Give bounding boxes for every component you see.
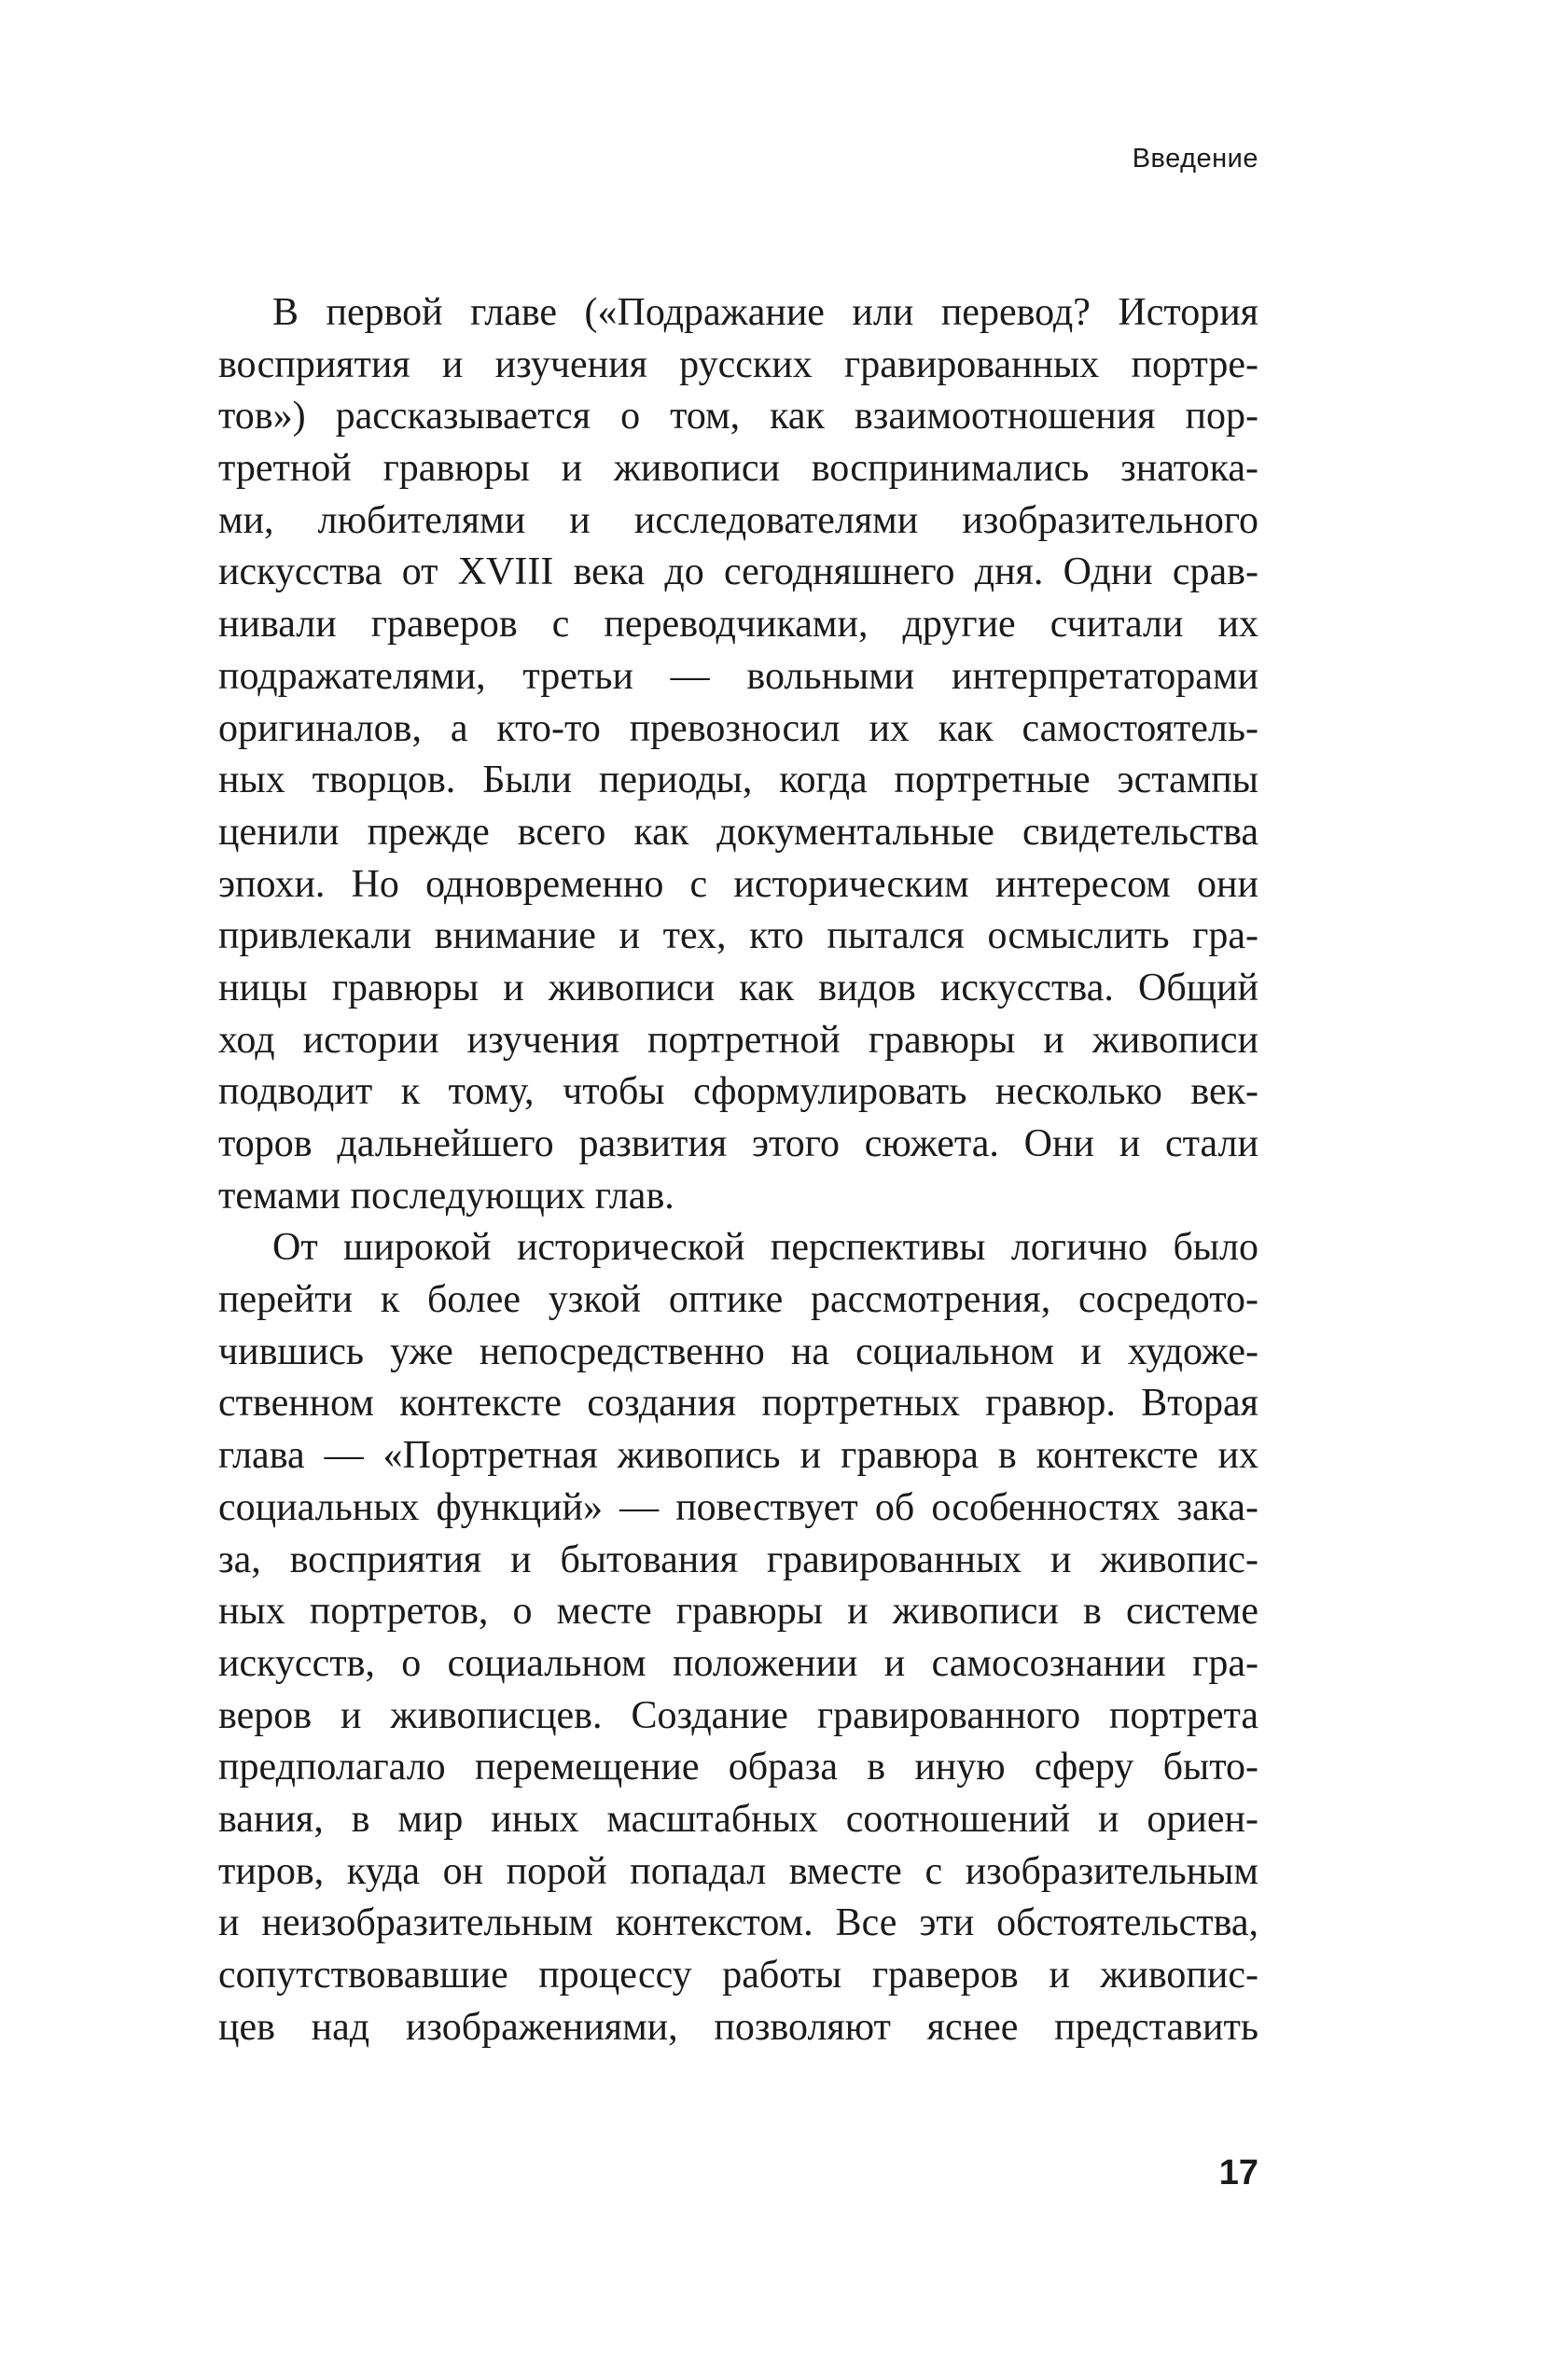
paragraph	[218, 287, 1258, 1222]
text-line: привлекали внимание и тех, кто пытался осмыслить гра-	[218, 914, 1258, 958]
text-line: подводит к тому, чтобы сформулировать несколько век-	[218, 1070, 1258, 1114]
text-line: социальных функций» — повествует об особенностях зака-	[218, 1485, 1258, 1529]
text-line: искусств, о социальном положении и самосознании гра-	[218, 1641, 1258, 1685]
text-line: ход истории изучения портретной гравюры и живописи	[218, 1018, 1258, 1062]
text-line: глава — «Портретная живопись и гравюра в контексте их	[218, 1434, 1258, 1478]
text-line: В первой главе («Подражание или перевод? История	[272, 291, 1258, 334]
text-line: ственном контексте создания портретных гравюр. Вторая	[218, 1382, 1258, 1426]
page-number: 17	[1218, 2153, 1258, 2192]
paragraph	[218, 1222, 1258, 2053]
text-line: цев над изображениями, позволяют яснее представить	[218, 2005, 1258, 2049]
text-line: восприятия и изучения русских гравированных портре-	[218, 342, 1258, 386]
text-line: эпохи. Но одновременно с историческим интересом они	[218, 862, 1258, 906]
text-line: третной гравюры и живописи воспринимались знатока-	[218, 447, 1258, 491]
text-line: темами последующих глав.	[218, 1174, 674, 1218]
text-line: за, восприятия и бытования гравированных и живопис-	[218, 1538, 1258, 1581]
text-line: чившись уже непосредственно на социальном и художе-	[218, 1329, 1258, 1373]
text-line: перейти к более узкой оптике рассмотрения, сосредото-	[218, 1278, 1258, 1322]
text-line: ных творцов. Были периоды, когда портретные эстампы	[218, 759, 1258, 802]
text-line: ми, любителями и исследователями изобразительного	[218, 498, 1258, 542]
text-line: ницы гравюры и живописи как видов искусства. Общий	[218, 966, 1258, 1009]
text-line: От широкой исторической перспективы логично было	[272, 1226, 1258, 1270]
text-line: тов») рассказывается о том, как взаимоотношения пор-	[218, 395, 1258, 438]
running-head: Введение	[1132, 144, 1258, 174]
text-line: оригиналов, а кто-то превозносил их как самостоятель-	[218, 706, 1258, 750]
text-line: и неизобразительным контекстом. Все эти обстоятельства,	[218, 1901, 1258, 1945]
text-line: предполагало перемещение образа в иную сферу быто-	[218, 1746, 1258, 1789]
text-line: сопутствовавшие процессу работы граверов и живопис-	[218, 1954, 1258, 1997]
text-line: веров и живописцев. Создание гравированного портрета	[218, 1693, 1258, 1737]
text-line: ценили прежде всего как документальные свидетельства	[218, 810, 1258, 854]
text-line: торов дальнейшего развития этого сюжета. Они и стали	[218, 1122, 1258, 1165]
text-line: ных портретов, о месте гравюры и живописи в системе	[218, 1590, 1258, 1634]
text-line: вания, в мир иных масштабных соотношений и ориен-	[218, 1797, 1258, 1841]
text-line: тиров, куда он порой попадал вместе с изобразительным	[218, 1849, 1258, 1893]
text-line: нивали граверов с переводчиками, другие считали их	[218, 603, 1258, 647]
text-line: искусства от XVIII века до сегодняшнего дня. Одни срав-	[218, 550, 1258, 594]
body-text	[218, 287, 1258, 2053]
text-line: подражателями, третьи — вольными интерпретаторами	[218, 654, 1258, 698]
